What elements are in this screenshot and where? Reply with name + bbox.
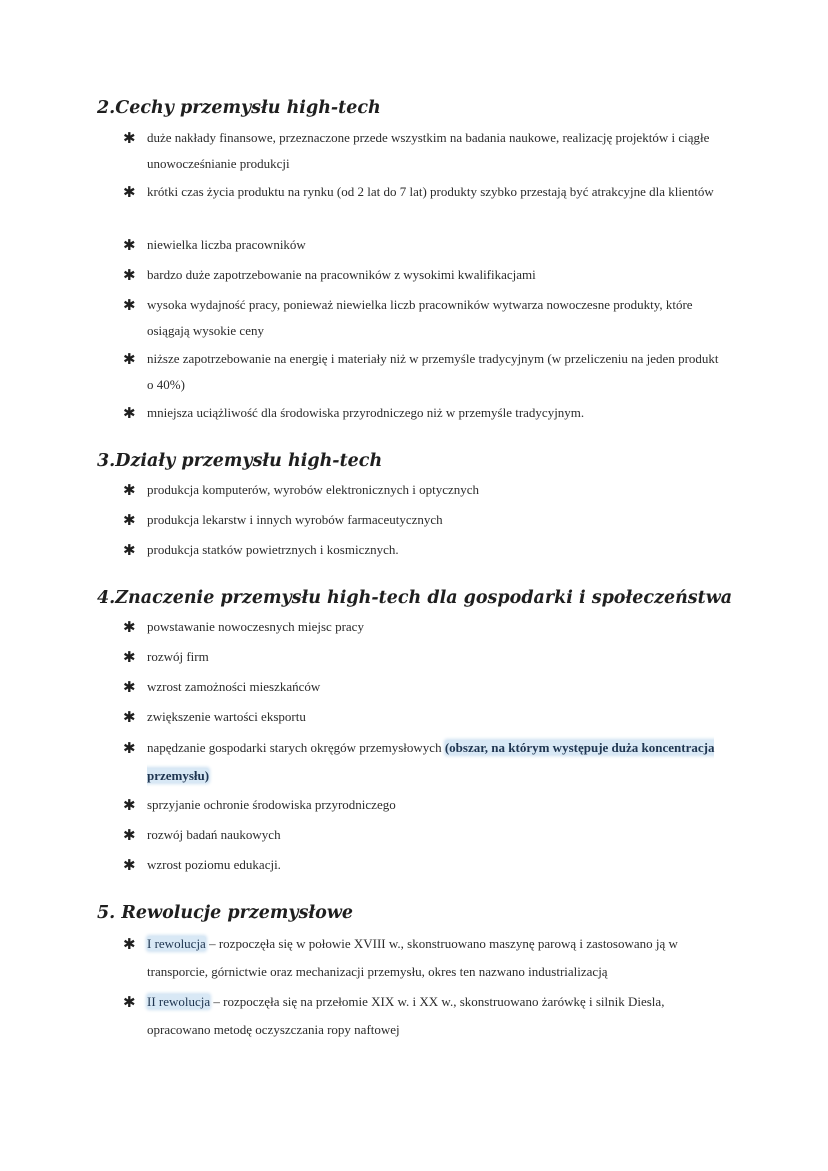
- asterisk-bullet-icon: ✱: [123, 708, 136, 726]
- asterisk-bullet-icon: ✱: [123, 739, 136, 757]
- list-item: ✱ sprzyjanie ochronie środowiska przyrodniczego: [147, 792, 727, 818]
- list-item: ✱ produkcja lekarstw i innych wyrobów farmaceutycznych: [147, 507, 727, 533]
- list-item: ✱ bardzo duże zapotrzebowanie na pracowników z wysokimi kwalifikacjami: [147, 262, 727, 288]
- asterisk-bullet-icon: ✱: [123, 350, 136, 368]
- list-item: ✱ duże nakłady finansowe, przeznaczone przede wszystkim na badania naukowe, realizację projektów i ciągłe unowocześnianie produkcji: [147, 125, 727, 177]
- list-item: ✱ niewielka liczba pracowników: [147, 232, 727, 258]
- list-item: ✱ mniejsza uciążliwość dla środowiska przyrodniczego niż w przemyśle tradycyjnym.: [147, 400, 727, 426]
- asterisk-bullet-icon: ✱: [123, 678, 136, 696]
- asterisk-bullet-icon: ✱: [123, 296, 136, 314]
- section-heading-revolutions: 5. Rewolucje przemysłowe: [97, 903, 354, 923]
- asterisk-bullet-icon: ✱: [123, 618, 136, 636]
- asterisk-bullet-icon: ✱: [123, 796, 136, 814]
- asterisk-bullet-icon: ✱: [123, 129, 136, 147]
- asterisk-bullet-icon: ✱: [123, 993, 136, 1011]
- asterisk-bullet-icon: ✱: [123, 404, 136, 422]
- highlighted-term: II rewolucja: [147, 994, 211, 1009]
- list-item: ✱ powstawanie nowoczesnych miejsc pracy: [147, 614, 727, 640]
- asterisk-bullet-icon: ✱: [123, 266, 136, 284]
- asterisk-bullet-icon: ✱: [123, 935, 136, 953]
- list-item: ✱ niższe zapotrzebowanie na energię i materiały niż w przemyśle tradycyjnym (w przeliczeniu na jeden produkt o 40%): [147, 346, 727, 398]
- list-item: ✱ napędzanie gospodarki starych okręgów przemysłowych (obszar, na którym występuje duża koncentracja przemysłu): [147, 734, 727, 790]
- list-item: ✱ rozwój firm: [147, 644, 727, 670]
- asterisk-bullet-icon: ✱: [123, 826, 136, 844]
- list-item: ✱ wysoka wydajność pracy, ponieważ niewielka liczb pracowników wytwarza nowoczesne produkty, które osiągają wysokie ceny: [147, 292, 727, 344]
- list-item: ✱ wzrost zamożności mieszkańców: [147, 674, 727, 700]
- list-item: ✱ produkcja komputerów, wyrobów elektronicznych i optycznych: [147, 477, 727, 503]
- list-item: ✱ rozwój badań naukowych: [147, 822, 727, 848]
- asterisk-bullet-icon: ✱: [123, 511, 136, 529]
- section-heading-branches: 3.Działy przemysłu high-tech: [97, 451, 383, 471]
- list-item: ✱ produkcja statków powietrznych i kosmicznych.: [147, 537, 727, 563]
- asterisk-bullet-icon: ✱: [123, 648, 136, 666]
- asterisk-bullet-icon: ✱: [123, 541, 136, 559]
- list-item: ✱ zwiększenie wartości eksportu: [147, 704, 727, 730]
- asterisk-bullet-icon: ✱: [123, 481, 136, 499]
- asterisk-bullet-icon: ✱: [123, 856, 136, 874]
- section-heading-importance: 4.Znaczenie przemysłu high-tech dla gospodarki i społeczeństwa: [97, 588, 733, 608]
- section-heading-features: 2.Cechy przemysłu high-tech: [97, 98, 381, 118]
- asterisk-bullet-icon: ✱: [123, 236, 136, 254]
- list-item: ✱ I rewolucja – rozpoczęła się w połowie XVIII w., skonstruowano maszynę parową i zastosowano ją w transporcie, górnictwie oraz mechanizacji przemysłu, okres ten nazwano industrializacją: [147, 930, 727, 986]
- asterisk-bullet-icon: ✱: [123, 183, 136, 201]
- list-item: ✱ II rewolucja – rozpoczęła się na przełomie XIX w. i XX w., skonstruowano żarówkę i silnik Diesla, opracowano metodę oczyszczania ropy naftowej: [147, 988, 727, 1044]
- list-item: ✱ wzrost poziomu edukacji.: [147, 852, 727, 878]
- highlighted-term: I rewolucja: [147, 936, 206, 951]
- highlighted-note: (obszar, na którym występuje duża koncentracja przemysłu): [147, 740, 715, 783]
- list-item: ✱ krótki czas życia produktu na rynku (od 2 lat do 7 lat) produkty szybko przestają być atrakcyjne dla klientów: [147, 179, 727, 205]
